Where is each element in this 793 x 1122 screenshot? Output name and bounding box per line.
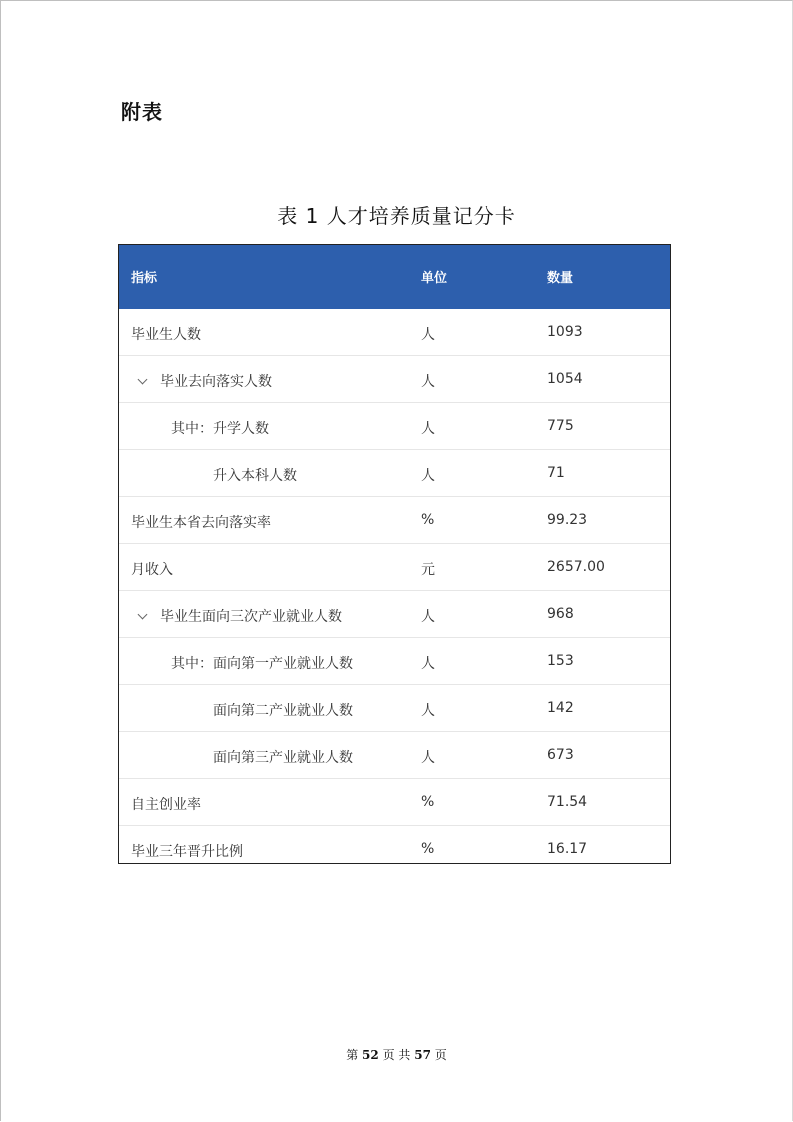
table-row: [119, 450, 670, 497]
table-row: [119, 638, 670, 685]
unit-cell: 人: [421, 468, 435, 484]
indicator-cell: [131, 841, 243, 861]
unit-cell: 人: [421, 750, 435, 766]
unit-cell: 人: [421, 327, 435, 343]
chevron-down-icon[interactable]: [138, 375, 148, 385]
column-header-unit: 单位: [421, 271, 448, 286]
table-row: [119, 685, 670, 732]
value-cell: 71: [547, 465, 565, 481]
indicator-label: 升入本科人数: [213, 468, 297, 484]
indicator-label: 自主创业率: [131, 797, 201, 813]
indicator-label: 面向第三产业就业人数: [213, 750, 353, 766]
section-heading: 附表: [121, 100, 163, 124]
unit-cell: %: [421, 512, 435, 528]
column-header-value: 数量: [547, 271, 574, 286]
value-cell: 1093: [547, 324, 583, 340]
unit-cell: 人: [421, 421, 435, 437]
footer-suffix: 页: [434, 1048, 447, 1062]
table-row[interactable]: [119, 591, 670, 638]
indicator-label: 毕业生面向三次产业就业人数: [160, 609, 342, 625]
value-cell: 142: [547, 700, 574, 716]
footer-total-pages: 57: [414, 1048, 431, 1062]
value-cell: 2657.00: [547, 559, 605, 575]
table-row: [119, 497, 670, 544]
indicator-cell: [131, 559, 173, 579]
table-body: [119, 309, 670, 872]
value-cell: 99.23: [547, 512, 588, 528]
footer-middle: 页 共: [382, 1048, 411, 1062]
value-cell: 673: [547, 747, 574, 763]
indicator-cell: [131, 794, 201, 814]
indicator-label: 月收入: [131, 562, 173, 578]
table-row: [119, 732, 670, 779]
indicator-cell: [213, 700, 353, 720]
value-cell: 1054: [547, 371, 583, 387]
indicator-cell: [135, 371, 272, 391]
indicator-label: 面向第二产业就业人数: [213, 703, 353, 719]
table-caption: 表 1 人才培养质量记分卡: [277, 204, 516, 228]
indicator-cell: [131, 512, 271, 532]
unit-cell: 人: [421, 374, 435, 390]
unit-cell: %: [421, 794, 435, 810]
indicator-cell: [135, 606, 342, 626]
unit-cell: 人: [421, 656, 435, 672]
value-cell: 16.17: [547, 841, 588, 857]
table-row: [119, 779, 670, 826]
table-row: [119, 309, 670, 356]
unit-cell: 元: [421, 562, 435, 578]
indicator-label: 毕业三年晋升比例: [131, 844, 243, 860]
chevron-down-icon[interactable]: [138, 610, 148, 620]
unit-cell: 人: [421, 703, 435, 719]
indicator-cell: [171, 418, 269, 438]
indicator-label: 毕业生本省去向落实率: [131, 515, 271, 531]
table-row: [119, 403, 670, 450]
indicator-cell: [213, 465, 297, 485]
indicator-label: 毕业去向落实人数: [160, 374, 272, 390]
indicator-cell: [213, 747, 353, 767]
value-cell: 968: [547, 606, 574, 622]
value-cell: 153: [547, 653, 574, 669]
indicator-label: 毕业生人数: [131, 327, 201, 343]
value-cell: 775: [547, 418, 574, 434]
indicator-cell: [171, 653, 353, 673]
indicator-cell: [131, 324, 201, 344]
indicator-label: 其中：升学人数: [171, 421, 269, 437]
table-row: [119, 826, 670, 872]
unit-cell: 人: [421, 609, 435, 625]
table-header: [119, 245, 670, 309]
footer-current-page: 52: [362, 1048, 379, 1062]
indicator-label: 其中：面向第一产业就业人数: [171, 656, 353, 672]
unit-cell: %: [421, 841, 435, 857]
footer-prefix: 第: [346, 1048, 359, 1062]
table-row[interactable]: [119, 356, 670, 403]
column-header-indicator: 指标: [131, 271, 158, 286]
value-cell: 71.54: [547, 794, 588, 810]
page-footer: [0, 1046, 793, 1063]
talent-quality-scorecard-table: [118, 244, 671, 864]
table-row: [119, 544, 670, 591]
